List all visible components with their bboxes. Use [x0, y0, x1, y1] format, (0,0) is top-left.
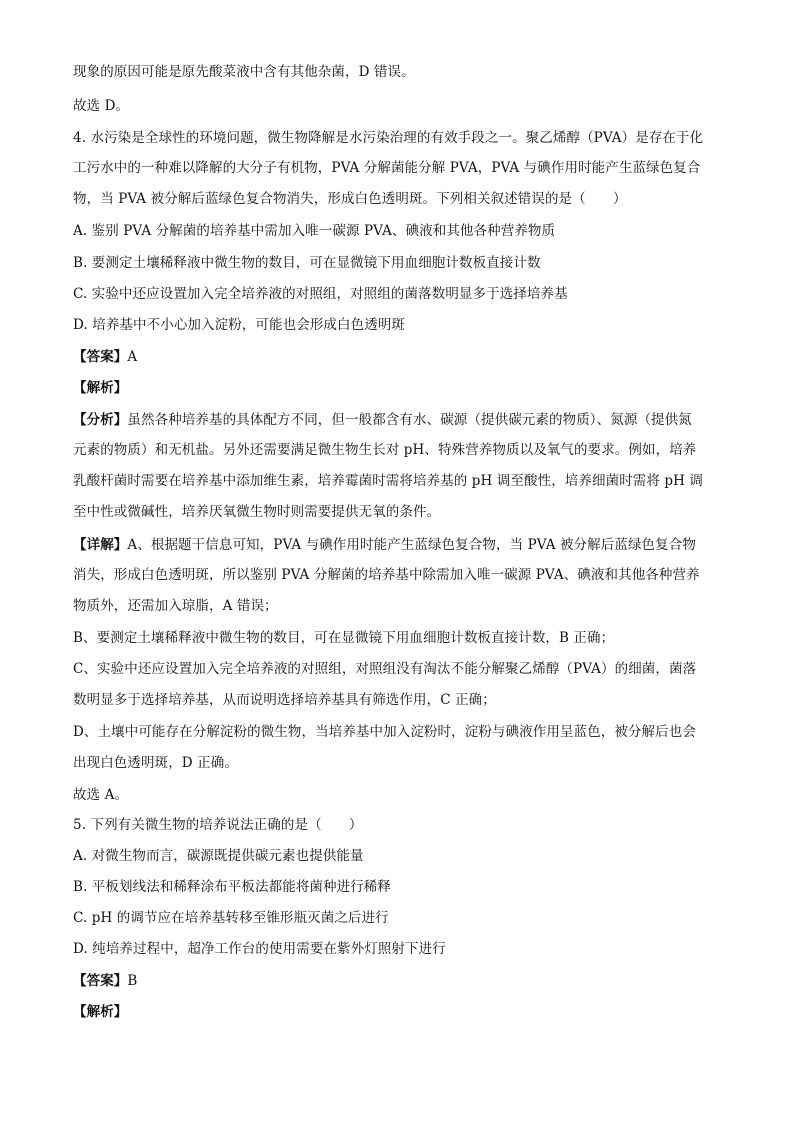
analysis-label: 【解析】	[73, 380, 128, 396]
question-5-option-b: B. 平板划线法和稀释涂布平板法都能将菌种进行稀释	[73, 879, 392, 895]
fenxi-line: 至中性或微碱性，培养厌氧微生物时则需要提供无氧的条件。	[73, 504, 441, 520]
answer-row	[73, 971, 137, 991]
xiangjie-line: C、实验中还应设置加入完全培养液的对照组，对照组没有淘汰不能分解聚乙烯醇（PVA）的细菌，菌落	[73, 661, 697, 677]
question-5-option-a: A. 对微生物而言，碳源既提供碳元素也提供能量	[73, 848, 364, 864]
analysis-label: 【解析】	[73, 1004, 128, 1020]
xiangjie-line: B、要测定土壤稀释液中微生物的数目，可在显微镜下用血细胞计数板直接计数，B 正确；	[73, 630, 615, 646]
question-4-option-d: D. 培养基中不小心加入淀粉，可能也会形成白色透明斑	[73, 317, 406, 333]
question-4-stem: 4. 水污染是全球性的环境问题，微生物降解是水污染治理的有效手段之一。聚乙烯醇（PVA）是存在于化	[73, 130, 704, 146]
xiangjie-line: 出现白色透明斑，D 正确。	[73, 755, 238, 771]
text-line: 现象的原因可能是原先酸菜液中含有其他杂菌，D 错误。	[73, 64, 415, 80]
text-line: 故选 D。	[73, 98, 130, 114]
question-5-option-d: D. 纯培养过程中，超净工作台的使用需要在紫外灯照射下进行	[73, 941, 446, 957]
xiangjie-tag: 【详解】	[73, 537, 128, 553]
fenxi-line: 元素的物质）和无机盐。另外还需要满足微生物生长对 pH、特殊营养物质以及氧气的要求。例如，培养	[73, 442, 697, 458]
xiangjie-line: 数明显多于选择培养基，从而说明选择培养基具有筛选作用，C 正确；	[73, 692, 496, 708]
answer-row	[73, 347, 137, 367]
xiangjie-line: 消失，形成白色透明斑，所以鉴别 PVA 分解菌的培养基中除需加入唯一碳源 PVA、碘液和其他各种营养	[73, 567, 700, 583]
fenxi-line: 乳酸杆菌时需要在培养基中添加维生素，培养霉菌时需将培养基的 pH 调至酸性，培养细菌时需将 pH 调	[73, 473, 703, 489]
conclusion: 故选 A。	[73, 787, 129, 803]
question-4-stem: 工污水中的一种难以降解的大分子有机物，PVA 分解菌能分解 PVA，PVA 与碘作用时能产生蓝绿色复合	[73, 160, 701, 176]
answer-value: B	[127, 973, 138, 989]
question-4-stem: 物，当 PVA 被分解后蓝绿色复合物消失，形成白色透明斑。下列相关叙述错误的是（ ）	[73, 191, 627, 207]
question-4-option-b: B. 要测定土壤稀释液中微生物的数目，可在显微镜下用血细胞计数板直接计数	[73, 255, 541, 271]
xiangjie-line: D、土壤中可能存在分解淀粉的微生物，当培养基中加入淀粉时，淀粉与碘液作用呈蓝色，被分解后也会	[73, 724, 696, 740]
fenxi-text: 虽然各种培养基的具体配方不同，但一般都含有水、碳源（提供碳元素的物质）、氮源（提供氮	[127, 412, 692, 428]
fenxi-tag: 【分析】	[73, 412, 128, 428]
question-4-option-a: A. 鉴别 PVA 分解菌的培养基中需加入唯一碳源 PVA、碘液和其他各种营养物质	[73, 223, 556, 239]
fenxi-line	[73, 410, 692, 430]
question-4-option-c: C. 实验中还应设置加入完全培养液的对照组，对照组的菌落数明显多于选择培养基	[73, 286, 568, 302]
analysis-tag	[73, 378, 127, 398]
xiangjie-text: A、根据题干信息可知，PVA 与碘作用时能产生蓝绿色复合物，当 PVA 被分解后蓝绿色复合物	[127, 537, 696, 553]
answer-tag: 【答案】	[73, 973, 128, 989]
xiangjie-line	[73, 535, 696, 555]
question-5-option-c: C. pH 的调节应在培养基转移至锥形瓶灭菌之后进行	[73, 910, 389, 926]
answer-tag: 【答案】	[73, 349, 128, 365]
question-5-stem: 5. 下列有关微生物的培养说法正确的是（ ）	[73, 817, 363, 833]
answer-value: A	[127, 349, 138, 365]
analysis-tag	[73, 1002, 127, 1022]
xiangjie-line: 物质外，还需加入琼脂，A 错误；	[73, 598, 278, 614]
